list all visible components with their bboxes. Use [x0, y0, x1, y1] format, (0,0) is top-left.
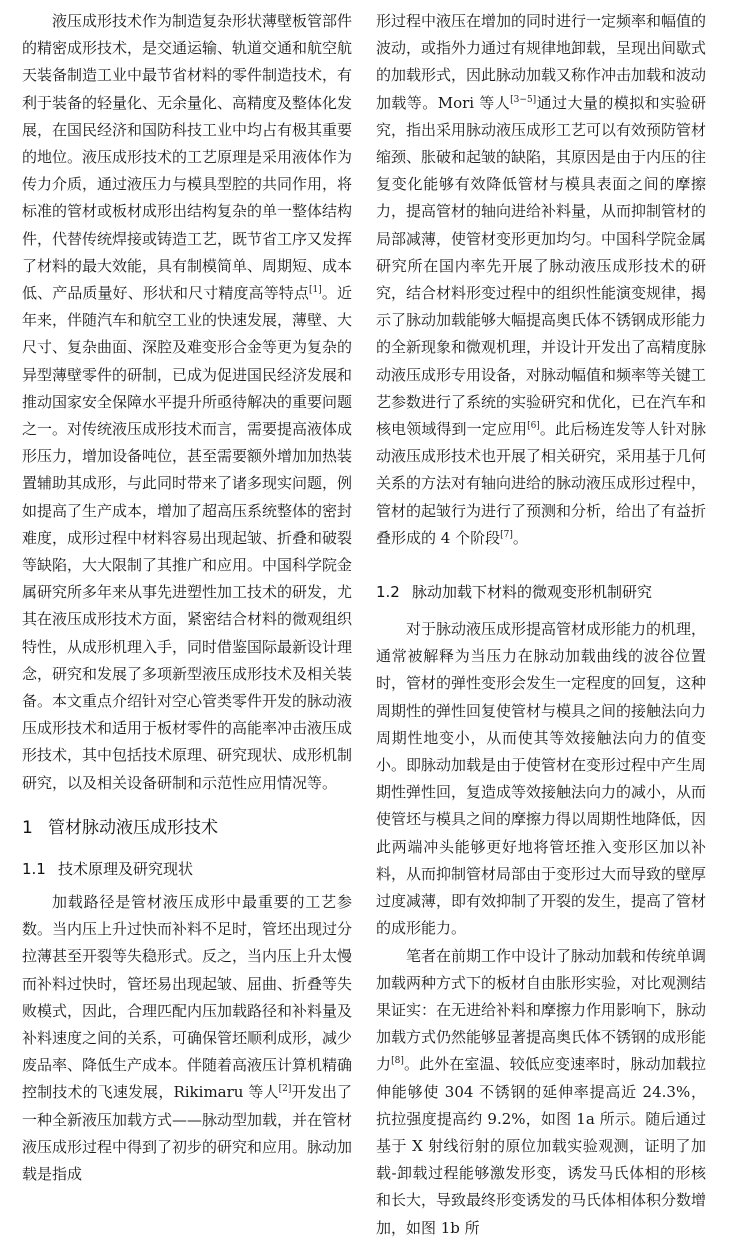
- citation-8[interactable]: [8]: [391, 1056, 404, 1067]
- section-1-1-text-1: 加载路径是管材液压成形中最重要的工艺参数。当内压上升过快而补料不足时，管坯出现过分拉薄甚至开裂等失稳形式。反之，当内压上升太慢而补料过快时，管坯易出现起皱、屈曲、折叠等失败模式，因此，合理匹配内压加载路径和补料量及补料速度之间的关系，可确保管坯顺利成形，减少废品率、降低生产成本。伴随着高液压计算机精确控制技术的飞速发展，Rikimaru 等人: [22, 892, 353, 1102]
- section-1-1-text-2: 开发出了一种全新液压加载方式——脉动型加载，并在管材液压成形过程中得到了初步的研究和应用。脉动加载是指成: [22, 1083, 353, 1183]
- citation-3-5[interactable]: [3−5]: [510, 94, 537, 105]
- continued-text-3: 。此后杨连发等人针对脉动液压成形技术也开展了相关研究，采用基于几何关系的方法对有轴向进给的脉动液压成形过程中，管材的起皱行为进行了预测和分析，给出了有益折叠形成的 4 个阶段: [376, 420, 707, 547]
- section-1-1-paragraph: [22, 889, 352, 1188]
- section-1-1-number: 1.1: [22, 859, 46, 878]
- intro-text-2: 。近年来，伴随汽车和航空工业的快速发展，薄壁、大尺寸、复杂曲面、深腔及难变形合金等更为复杂的异型薄壁零件的研制，已成为促进国民经济发展和推动国家安全保障水平提升所亟待解决的重要问题之一。对传统液压成形技术而言，需要提高液体成形压力，增加设备吨位，甚至需要额外增加加热装置辅助其成形，与此同时带来了诸多现实问题，例如提高了生产成本，增加了超高压系统整体的密封难度，成形过程中材料容易出现起皱、折叠和破裂等缺陷，大大限制了其推广和应用。中国科学院金属研究所多年来从事先进塑性加工技术的研发，尤其在液压成形技术方面，紧密结合材料的微观组织特性，从成形机理入手，同时借鉴国际最新设计理念，研究和发展了多项新型液压成形技术及相关装备。本文重点介绍针对空心管类零件开发的脉动液压成形技术和适用于板材零件的高能率冲击液压成形技术，其中包括技术原理、研究现状、成形机制研究，以及相关设备研制和示范性应用情况等。: [22, 284, 353, 792]
- section-1-2-number: 1.2: [376, 583, 400, 602]
- experiment-text-1: 笔者在前期工作中设计了脉动加载和传统单调加载两种方式下的板材自由胀形实验，对比观测结果证实：在无进给补料和摩擦力作用影响下，脉动加载方式仍然能够显著提高奥氏体不锈钢的成形能力: [376, 946, 707, 1074]
- intro-text-1: 液压成形技术作为制造复杂形状薄壁板管部件的精密成形技术，是交通运输、轨道交通和航空航天装备制造工业中最节省材料的零件制造技术，有利于装备的轻量化、无余量化、高精度及整体化发展，在国民经济和国防科技工业中均占有极其重要的地位。液压成形技术的工艺原理是采用液体作为传力介质，通过液压力与模具型腔的共同作用，将标准的管材或板材成形出结构复杂的单一整体结构件，代替传统焊接或铸造工艺，既节省工序又发挥了材料的最大效能，具有制模简单、周期短、成本低、产品质量好、形状和尺寸精度高等特点: [22, 12, 353, 303]
- citation-6[interactable]: [6]: [527, 421, 540, 432]
- section-1-2-heading: [376, 578, 706, 606]
- right-column: [376, 8, 706, 1242]
- continued-text-4: 。: [512, 528, 528, 547]
- citation-7[interactable]: [7]: [500, 529, 513, 540]
- citation-2[interactable]: [2]: [278, 1084, 292, 1095]
- section-1-1-title: 技术原理及研究现状: [58, 859, 194, 878]
- experiment-paragraph: [376, 943, 706, 1242]
- section-1-heading: [22, 813, 352, 843]
- citation-1[interactable]: [1]: [309, 285, 322, 296]
- section-1-1-heading: [22, 855, 352, 883]
- continued-text-1: 形过程中液压在增加的同时进行一定频率和幅值的波动，或指外力通过有规律地卸载，呈现出间歇式的加载形式，因此脉动加载又称作冲击加载和波动加载等。Mori 等人: [376, 12, 707, 112]
- left-column: [22, 8, 352, 1188]
- section-1-title: 管材脉动液压成形技术: [48, 817, 218, 838]
- continued-paragraph: [376, 8, 706, 552]
- section-1-number: 1: [22, 817, 33, 838]
- intro-paragraph: [22, 8, 352, 797]
- mechanism-paragraph: 对于脉动液压成形提高管材成形能力的机理，通常被解释为当压力在脉动加载曲线的波谷位置时，管材的弹性变形会发生一定程度的回复，这种周期性的弹性回复使管材与模具之间的接触法向力周期性地变小，从而使其等效接触法向力的值变小。即脉动加载是由于使管材在变形过程中产生周期性弹性回，复造成等效接触法向力的减小，从而使管坯与模具之间的摩擦力得以周期性地降低，因此两端冲头能够更好地将管坯推入变形区加以补料，从而抑制管材局部由于变形过大而导致的壁厚过度减薄，即有效抑制了开裂的发生，提高了管材的成形能力。: [376, 620, 707, 938]
- experiment-text-2: 。此外在室温、较低应变速率时，脉动加载拉伸能够使 304 不锈钢的延伸率提高近 24.3%，抗拉强度提高约 9.2%，如图 1a 所示。随后通过基于 X 射线衍射的原位加载实验观测，证明了加载-卸载过程能够激发形变，诱发马氏体相的形核和长大，导致最终形变诱发的马氏体相体积分数增加，如图 1b 所: [376, 1055, 707, 1237]
- section-1-2-title: 脉动加载下材料的微观变形机制研究: [412, 583, 653, 602]
- continued-text-2: 通过大量的模拟和实验研究，指出采用脉动液压成形工艺可以有效预防管材缩颈、胀破和起皱的缺陷，其原因是由于内压的往复变化能够有效降低管材与模具表面之间的摩擦力，提高管材的轴向进给补料量，从而抑制管材的局部减薄，使管材变形更加均匀。中国科学院金属研究所在国内率先开展了脉动液压成形技术的研究，结合材料形变过程中的组织性能演变规律，揭示了脉动加载能够大幅提高奥氏体不锈钢成形能力的全新现象和微观机理，并设计开发出了高精度脉动液压成形专用设备，对脉动幅值和频率等关键工艺参数进行了系统的实验研究和优化，已在汽车和核电领域得到一定应用: [376, 93, 707, 439]
